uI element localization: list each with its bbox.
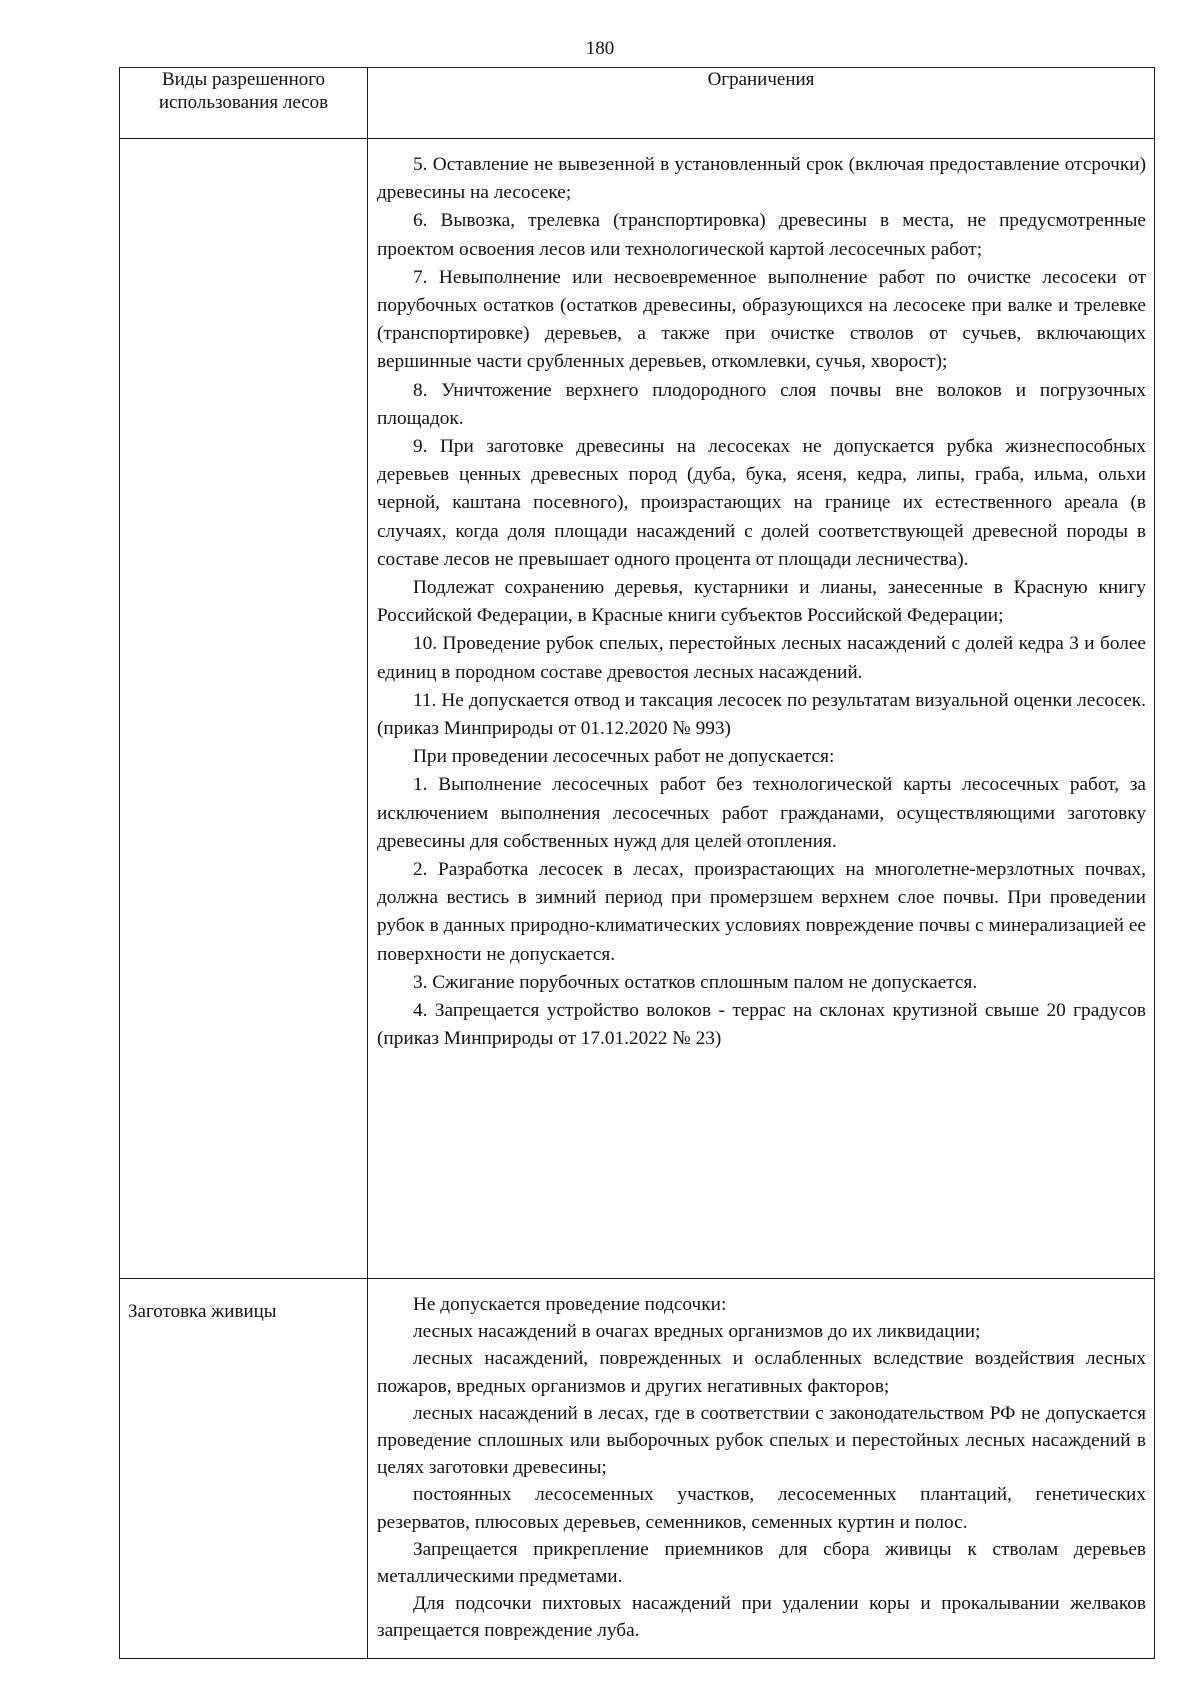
restriction-paragraph: 2. Разработка лесосек в лесах, произрастающих на многолетне-мерзлотных почвах, должна вестись в зимний период при промерзшем верхнем слое почвы. При проведении рубок в данных природно-климатических условиях повреждение почвы с минерализацией ее поверхности не допускается. xyxy=(377,859,1146,965)
restriction-paragraph: Запрещается прикрепление приемников для сбора живицы к стволам деревьев металлическими предметами. xyxy=(377,1538,1146,1588)
restriction-paragraph: Для подсочки пихтовых насаждений при удалении коры и прокалывании желваков запрещается повреждение луба. xyxy=(377,1593,1146,1642)
forest-use-type-cell: Заготовка живицы xyxy=(120,1279,368,1659)
restriction-paragraph: 4. Запрещается устройство волоков - террас на склонах крутизной свыше 20 градусов (приказ Минприроды от 17.01.2022 № 23) xyxy=(377,1000,1146,1050)
restriction-paragraph: лесных насаждений в очагах вредных организмов до их ликвидации; xyxy=(413,1321,981,1343)
restrictions-table xyxy=(119,67,1155,1659)
restriction-paragraph: 11. Не допускается отвод и таксация лесосек по результатам визуальной оценки лесосек. (приказ Минприроды от 01.12.2020 № 993) xyxy=(377,689,1146,740)
restriction-paragraph: 1. Выполнение лесосечных работ без технологической карты лесосечных работ, за исключением выполнения лесосечных работ гражданами, осуществляющими заготовку древесины для собственных нужд для целей отопления. xyxy=(377,774,1146,852)
restriction-paragraph: При проведении лесосечных работ не допускается: xyxy=(413,746,835,768)
restriction-paragraph: Не допускается проведение подсочки: xyxy=(413,1294,727,1315)
restriction-paragraph: 7. Невыполнение или несвоевременное выполнение работ по очистке лесосеки от порубочных остатков (остатков древесины, образующихся на лесосеке при валке и трелевке (транспортировке) деревьев, а также при очистке стволов от сучьев, включающих вершинные части срубленных деревьев, откомлевки, сучья, хворост); xyxy=(377,266,1146,373)
restriction-paragraph: постоянных лесосеменных участков, лесосеменных плантаций, генетических резерватов, плюсовых деревьев, семенников, семенных куртин и полос. xyxy=(377,1484,1146,1533)
restriction-paragraph: 8. Уничтожение верхнего плодородного слоя почвы вне волоков и погрузочных площадок. xyxy=(377,379,1146,429)
header-restrictions: Ограничения xyxy=(368,68,1155,139)
restriction-paragraph: 10. Проведение рубок спелых, перестойных лесных насаждений с долей кедра 3 и более единиц в породном составе древостоя лесных насаждений. xyxy=(377,633,1146,683)
forest-use-type-cell xyxy=(120,139,368,1279)
restriction-paragraph: 5. Оставление не вывезенной в установленный срок (включая предоставление отсрочки) древесины на лесосеке; xyxy=(377,154,1146,204)
restriction-paragraph: 6. Вывозка, трелевка (транспортировка) древесины в места, не предусмотренные проектом освоения лесов или технологической картой лесосечных работ; xyxy=(377,210,1146,260)
restriction-paragraph: лесных насаждений, поврежденных и ослабленных вследствие воздействия лесных пожаров, вредных организмов и других негативных факторов; xyxy=(377,1348,1146,1397)
restrictions-cell xyxy=(368,1279,1155,1659)
restriction-paragraph: 9. При заготовке древесины на лесосеках не допускается рубка жизнеспособных деревьев ценных древесных пород (дуба, бука, ясеня, кедра, липы, граба, ильма, ольхи черной, каштана посевного), произрастающих на границе их естественного ареала (в случаях, когда доля площади насаждений с долей соответствующей древесной породы в составе лесов не превышает одного процента от площади лесничества). xyxy=(377,436,1146,570)
table-row xyxy=(120,139,1155,1279)
table-row xyxy=(120,1279,1155,1659)
table-header-row xyxy=(120,68,1155,139)
header-forest-use-types: Виды разрешенного использования лесов xyxy=(120,68,368,139)
restriction-paragraph: Подлежат сохранению деревья, кустарники и лианы, занесенные в Красную книгу Российской Федерации, в Красные книги субъектов Российской Федерации; xyxy=(377,577,1146,627)
restriction-paragraph: 3. Сжигание порубочных остатков сплошным палом не допускается. xyxy=(413,971,978,993)
restriction-paragraph: лесных насаждений в лесах, где в соответствии с законодательством РФ не допускается проведение сплошных или выборочных рубок спелых и перестойных лесных насаждений в целях заготовки древесины; xyxy=(377,1402,1146,1479)
restrictions-cell xyxy=(368,139,1155,1279)
page-number: 180 xyxy=(585,38,615,59)
